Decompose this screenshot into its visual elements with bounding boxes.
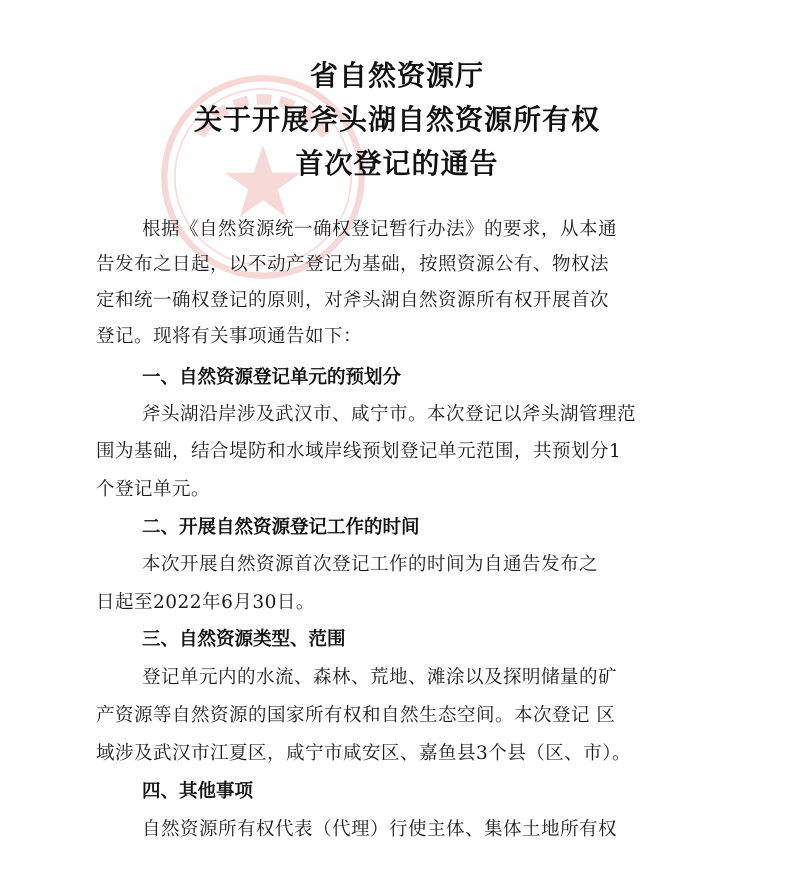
section-heading-3: 三、自然资源类型、范围 bbox=[142, 629, 346, 650]
title-line-1: 省自然资源厅 bbox=[309, 59, 484, 92]
title-line-2: 关于开展斧头湖自然资源所有权 bbox=[193, 103, 600, 136]
paragraph-line: 告发布之日起，以不动产登记为基础，按照资源公有、物权法 bbox=[96, 254, 610, 275]
section-heading-2: 二、开展自然资源登记工作的时间 bbox=[142, 517, 420, 538]
section-heading-4: 四、其他事项 bbox=[142, 781, 254, 802]
paragraph-line: 自然资源所有权代表（代理）行使主体、集体土地所有权 bbox=[142, 819, 618, 840]
paragraph-line: 登记。现将有关事项通告如下： bbox=[96, 326, 363, 347]
paragraph-line: 围为基础，结合堤防和水域岸线预划登记单元范围，共预划分1 bbox=[96, 441, 622, 462]
paragraph-line: 斧头湖沿岸涉及武汉市、咸宁市。本次登记以斧头湖管理范 bbox=[142, 404, 637, 425]
section-heading-1: 一、自然资源登记单元的预划分 bbox=[142, 367, 402, 388]
title-line-3: 首次登记的通告 bbox=[295, 147, 499, 180]
paragraph-line: 登记单元内的水流、森林、荒地、滩涂以及探明储量的矿 bbox=[142, 667, 618, 688]
paragraph-line: 产资源等自然资源的国家所有权和自然生态空间。本次登记 区 bbox=[96, 705, 616, 726]
paragraph-line: 根据《自然资源统一确权登记暂行办法》的要求，从本通 bbox=[142, 219, 618, 240]
paragraph-line: 本次开展自然资源首次登记工作的时间为自通告发布之 bbox=[142, 554, 599, 575]
paragraph-line: 个登记单元。 bbox=[96, 479, 211, 500]
paragraph-line: 域涉及武汉市江夏区，咸宁市咸安区、嘉鱼县3个县（区、市）。 bbox=[96, 743, 632, 764]
paragraph-line: 日起至2022年6月30日。 bbox=[96, 592, 315, 613]
paragraph-line: 定和统一确权登记的原则，对斧头湖自然资源所有权开展首次 bbox=[96, 290, 610, 311]
